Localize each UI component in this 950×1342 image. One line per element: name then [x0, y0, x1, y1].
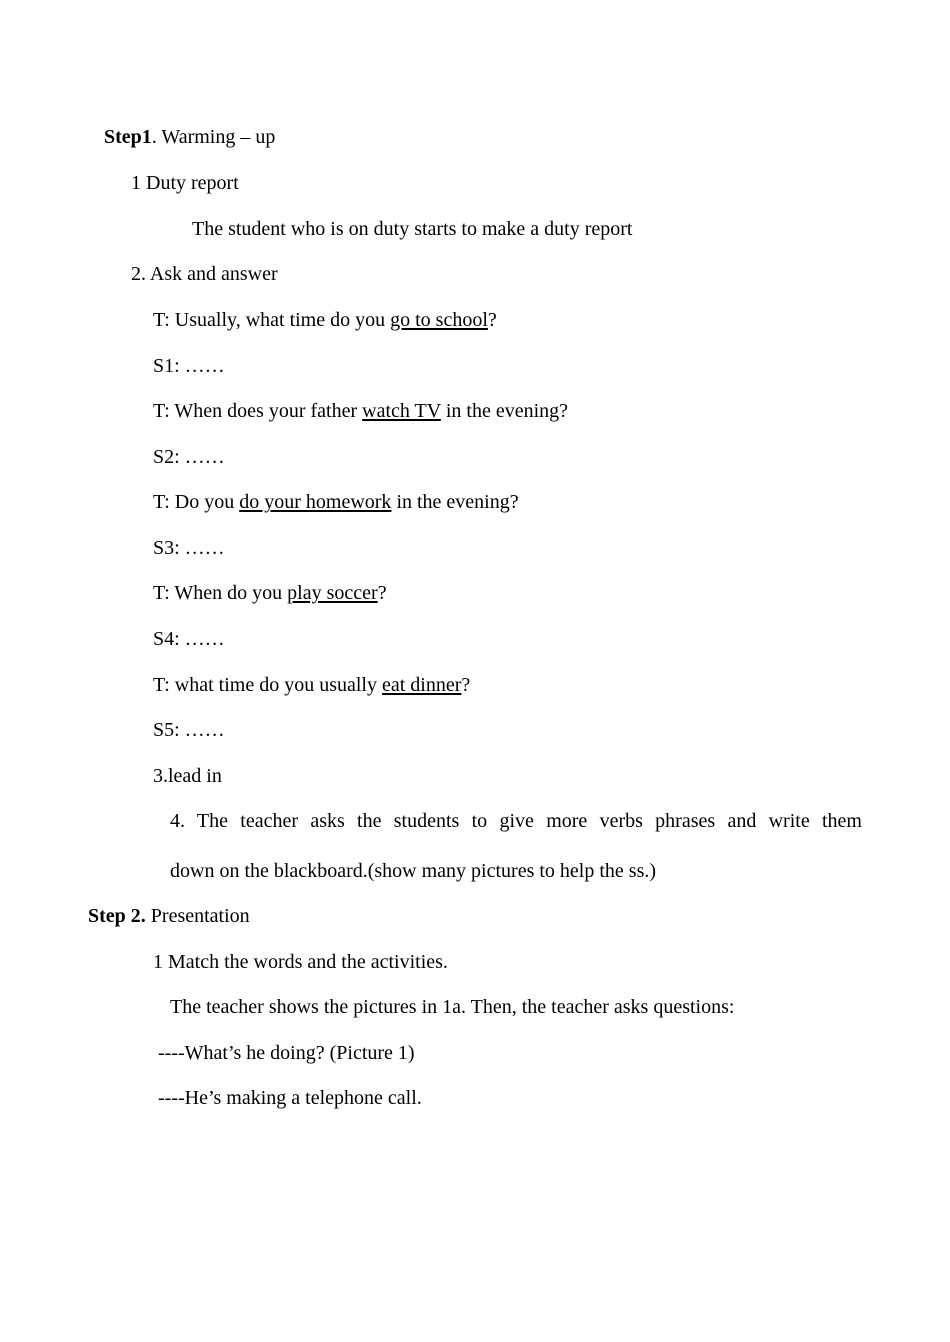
step1-title: . Warming – up	[151, 126, 276, 148]
dialogue-text: T: what time do you usually	[153, 674, 382, 696]
underlined-phrase: play soccer	[287, 582, 378, 604]
underlined-phrase: go to school	[390, 309, 488, 331]
shows-text: The teacher shows the pictures in 1a. Then, the teacher asks questions:	[170, 996, 735, 1018]
step1-heading	[104, 125, 275, 149]
dialogue-text: ?	[487, 309, 497, 331]
dialogue-line-10: S5: ……	[153, 719, 225, 741]
dialogue-text: ?	[377, 582, 387, 604]
step1-label: Step1	[104, 126, 152, 148]
dialogue-line-9	[153, 673, 470, 697]
dialogue-line-2: S1: ……	[153, 355, 225, 377]
duty-report-item: 1 Duty report	[131, 172, 239, 194]
dialogue-text: T: When do you	[153, 582, 288, 604]
ask-answer-item: 2. Ask and answer	[131, 263, 278, 285]
dialogue-text: T: Usually, what time do you	[153, 309, 391, 331]
underlined-phrase: eat dinner	[381, 674, 462, 696]
duty-report-text: The student who is on duty starts to make a duty report	[192, 218, 633, 240]
underlined-phrase: do your homework	[239, 491, 392, 513]
dialogue-text: ?	[461, 674, 471, 696]
dialogue-line-3	[153, 399, 568, 423]
item4-line1: 4. The teacher asks the students to give more verbs phrases and write them	[170, 810, 862, 832]
question-line: ----What’s he doing? (Picture 1)	[158, 1042, 415, 1064]
lead-in-item: 3.lead in	[153, 765, 222, 787]
underlined-phrase: watch TV	[362, 400, 441, 422]
dialogue-line-8: S4: ……	[153, 628, 225, 650]
answer-line: ----He’s making a telephone call.	[158, 1087, 422, 1109]
dialogue-text: T: When does your father	[153, 400, 363, 422]
dialogue-line-5	[153, 490, 519, 514]
dialogue-line-1	[153, 308, 497, 332]
dialogue-text: T: Do you	[153, 491, 240, 513]
dialogue-text: in the evening?	[391, 491, 519, 513]
step2-title: Presentation	[145, 905, 250, 927]
item4-line2: down on the blackboard.(show many pictures to help the ss.)	[170, 860, 657, 882]
match-item: 1 Match the words and the activities.	[153, 951, 448, 973]
dialogue-text: in the evening?	[440, 400, 569, 422]
step2-heading	[88, 904, 250, 928]
dialogue-line-7	[153, 581, 387, 605]
dialogue-line-4: S2: ……	[153, 446, 225, 468]
step2-label: Step 2.	[88, 905, 146, 927]
dialogue-line-6: S3: ……	[153, 537, 225, 559]
